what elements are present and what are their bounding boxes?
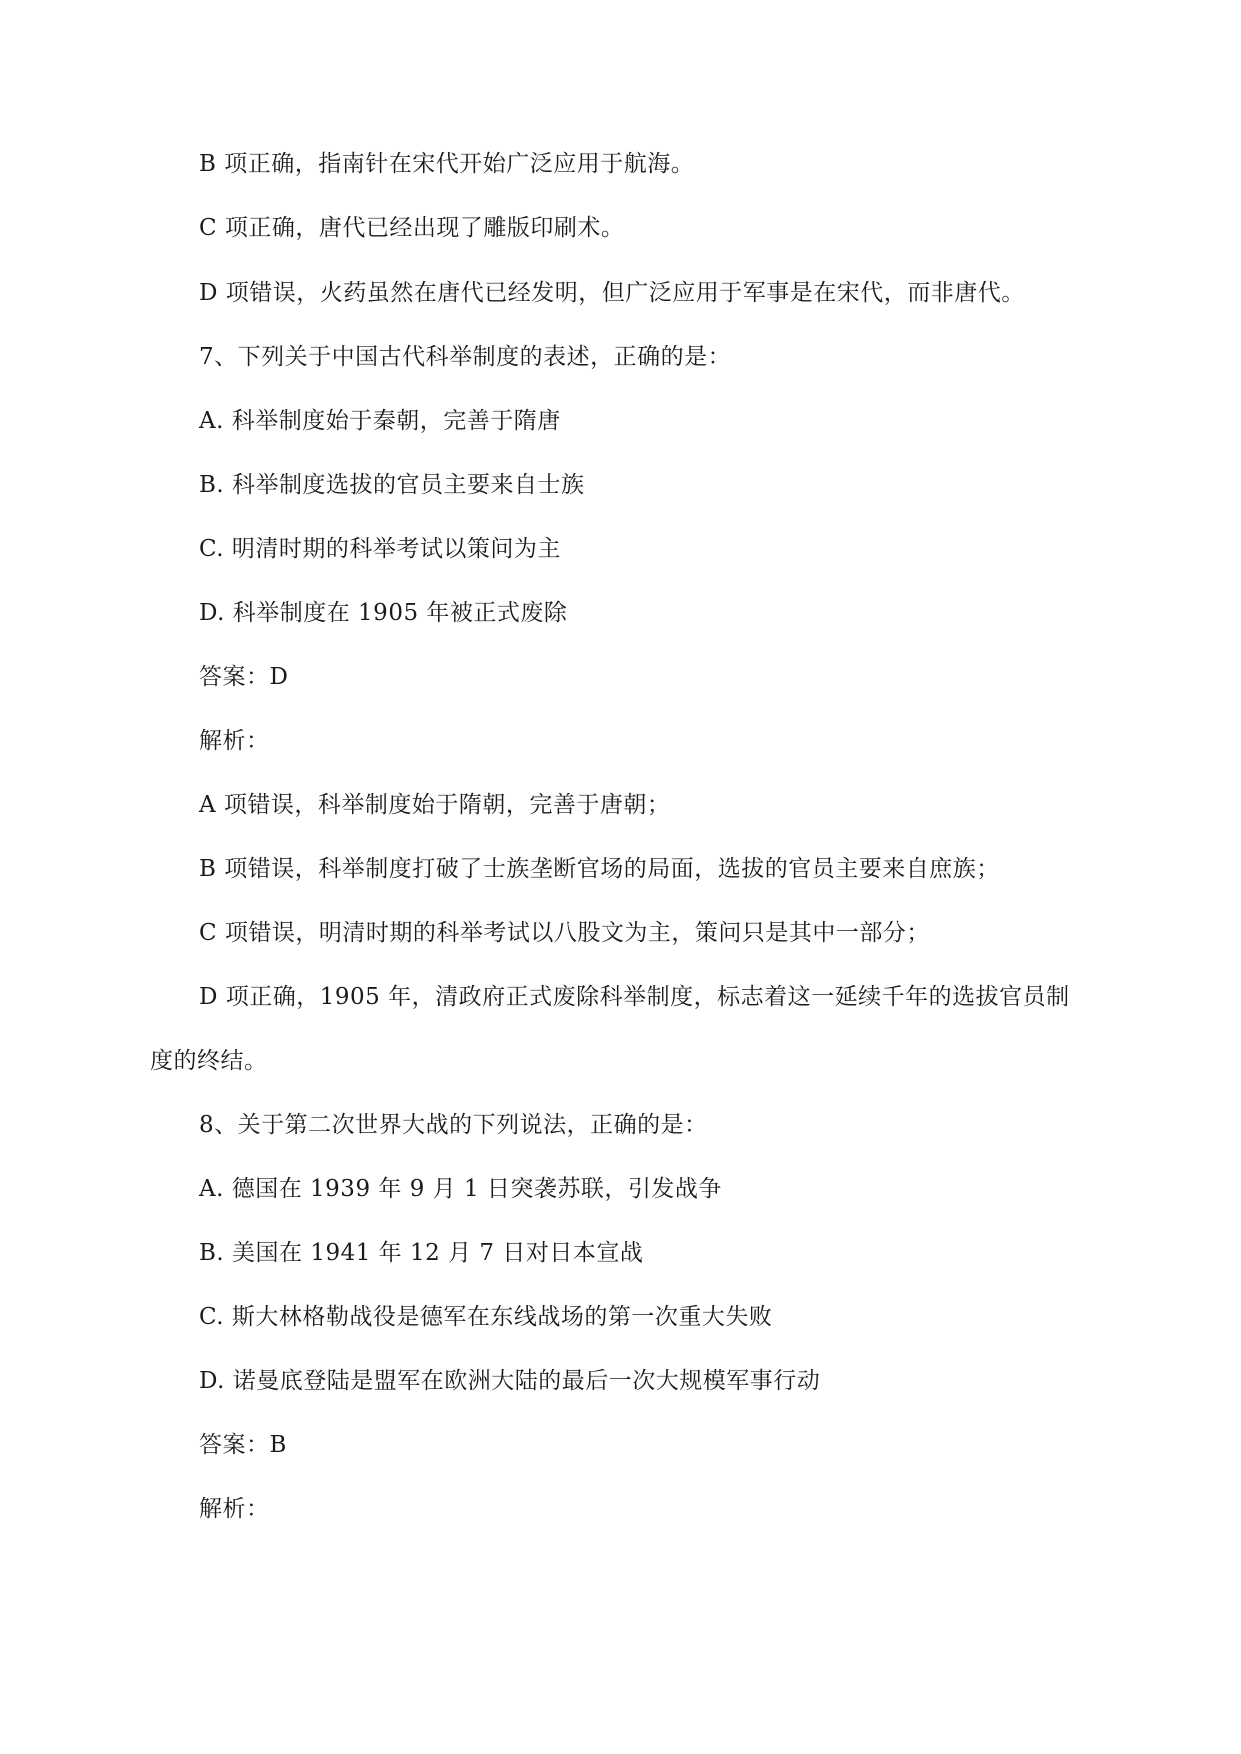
- question-8-option-d: D. 诺曼底登陆是盟军在欧洲大陆的最后一次大规模军事行动: [199, 1368, 821, 1394]
- question-8-analysis-label: 解析：: [199, 1496, 270, 1522]
- question-7-analysis-label: 解析：: [199, 728, 270, 754]
- analysis-line: C 项错误，明清时期的科举考试以八股文为主，策问只是其中一部分；: [199, 920, 930, 946]
- question-8-answer: 答案：B: [199, 1432, 287, 1458]
- text-line: B 项正确，指南针在宋代开始广泛应用于航海。: [199, 151, 695, 177]
- question-7-title: 7、下列关于中国古代科举制度的表述，正确的是：: [199, 344, 732, 370]
- text-line: C 项正确，唐代已经出现了雕版印刷术。: [199, 215, 625, 241]
- question-7-answer: 答案：D: [199, 664, 289, 690]
- question-8-option-c: C. 斯大林格勒战役是德军在东线战场的第一次重大失败: [199, 1304, 773, 1330]
- question-7-option-b: B. 科举制度选拔的官员主要来自士族: [199, 472, 585, 498]
- question-8-title: 8、关于第二次世界大战的下列说法，正确的是：: [199, 1112, 708, 1138]
- analysis-line: A 项错误，科举制度始于隋朝，完善于唐朝；: [199, 792, 671, 818]
- question-7-option-a: A. 科举制度始于秦朝，完善于隋唐: [199, 408, 561, 434]
- question-7-option-d: D. 科举制度在 1905 年被正式废除: [199, 600, 568, 626]
- question-7-option-c: C. 明清时期的科举考试以策问为主: [199, 536, 561, 562]
- question-8-option-b: B. 美国在 1941 年 12 月 7 日对日本宣战: [199, 1240, 644, 1266]
- analysis-line-continued: 度的终结。: [150, 1048, 268, 1074]
- analysis-line: B 项错误，科举制度打破了士族垄断官场的局面，选拔的官员主要来自庶族；: [199, 856, 1000, 882]
- question-8-option-a: A. 德国在 1939 年 9 月 1 日突袭苏联，引发战争: [199, 1176, 722, 1202]
- text-line: D 项错误，火药虽然在唐代已经发明，但广泛应用于军事是在宋代，而非唐代。: [199, 280, 1025, 306]
- analysis-line: D 项正确，1905 年，清政府正式废除科举制度，标志着这一延续千年的选拔官员制: [199, 984, 1070, 1010]
